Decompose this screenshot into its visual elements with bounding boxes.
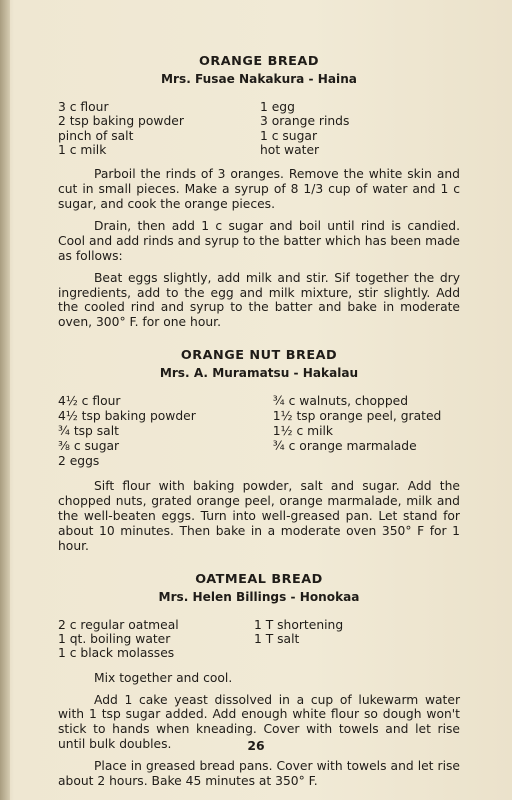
ingredient-item: ¾ c walnuts, chopped bbox=[272, 394, 408, 409]
ingredient-list bbox=[58, 618, 460, 661]
ingredient-item: ¾ tsp salt bbox=[58, 424, 119, 439]
ingredient-column-right bbox=[273, 394, 460, 469]
instruction-paragraph: Sift flour with baking powder, salt and sugar. Add the chopped nuts, grated orange peel, orange marmalade, milk and the well-beaten eggs. Turn into well-greased pan. Let stand for about 10 minutes. Then bake in a moderate oven 350° F for 1 hour. bbox=[58, 479, 460, 553]
recipe-author: Mrs. Fusae Nakakura - Haina bbox=[161, 72, 357, 86]
ingredient-item: 2 eggs bbox=[58, 454, 100, 469]
ingredient-item: 1 c milk bbox=[58, 142, 107, 157]
ingredient-item: 1½ c milk bbox=[272, 424, 334, 439]
page-number: 26 bbox=[247, 738, 265, 753]
recipe-title: ORANGE BREAD bbox=[199, 54, 319, 69]
ingredient-item: 1 T shortening bbox=[254, 617, 344, 632]
ingredient-item: 3 orange rinds bbox=[260, 114, 350, 129]
ingredient-item: 2 c regular oatmeal bbox=[58, 617, 179, 632]
recipe-title: ORANGE NUT BREAD bbox=[180, 348, 338, 364]
ingredient-item: pinch of salt bbox=[58, 128, 134, 143]
ingredient-item: 3 c flour bbox=[58, 100, 109, 114]
recipe-oatmeal-bread bbox=[58, 572, 460, 789]
ingredient-item: 1 c sugar bbox=[260, 128, 317, 143]
ingredient-item: 4½ tsp baking powder bbox=[58, 409, 196, 424]
ingredient-list bbox=[58, 100, 460, 157]
ingredient-item: 1 T salt bbox=[254, 632, 300, 647]
ingredient-column-right bbox=[260, 100, 450, 157]
recipe-author: Mrs. Helen Billings - Honokaa bbox=[158, 589, 360, 604]
recipe-author: Mrs. A. Muramatsu - Hakalau bbox=[159, 366, 359, 381]
ingredient-item: hot water bbox=[260, 142, 320, 157]
ingredient-list bbox=[58, 394, 460, 469]
recipe-content bbox=[58, 54, 460, 800]
instruction-paragraph: Add 1 cake yeast dissolved in a cup of lukewarm water with 1 tsp sugar added. Add enough white flour so dough won't stick to hands when kneading. Cover with towels and let rise until bulk doubles. bbox=[58, 692, 460, 752]
ingredient-column-left bbox=[58, 394, 273, 469]
page-binding-edge bbox=[0, 0, 10, 800]
instruction-paragraph: Mix together and cool. bbox=[94, 670, 233, 685]
ingredient-column-right bbox=[254, 618, 444, 661]
instruction-paragraph: Parboil the rinds of 3 oranges. Remove the white skin and cut in small pieces. Make a syrup of 8 1/3 cup of water and 1 c sugar, and cook the orange pieces. bbox=[58, 167, 460, 211]
ingredient-item: 1 egg bbox=[260, 100, 295, 114]
ingredient-item: 1 c black molasses bbox=[58, 646, 175, 661]
ingredient-item: 1 qt. boiling water bbox=[58, 632, 171, 647]
instruction-paragraph: Beat eggs slightly, add milk and stir. Sif together the dry ingredients, add to the egg and milk mixture, stir slightly. Add the cooled rind and syrup to the batter and bake in moderate oven, 300° F. for one hour. bbox=[58, 270, 460, 330]
ingredient-column-left bbox=[58, 100, 260, 157]
instruction-paragraph: Drain, then add 1 c sugar and boil until rind is candied. Cool and add rinds and syrup to the batter which has been made as follows: bbox=[58, 218, 460, 263]
ingredient-column-left bbox=[58, 618, 254, 661]
recipe-orange-bread bbox=[58, 54, 460, 330]
recipe-orange-nut-bread bbox=[58, 348, 460, 554]
recipe-title: OATMEAL BREAD bbox=[195, 571, 323, 587]
ingredient-item: ¾ c orange marmalade bbox=[272, 439, 417, 454]
ingredient-item: ⅜ c sugar bbox=[58, 439, 120, 454]
ingredient-item: 4½ c flour bbox=[58, 394, 121, 409]
ingredient-item: 1½ tsp orange peel, grated bbox=[272, 409, 442, 424]
instruction-paragraph: Place in greased bread pans. Cover with towels and let rise about 2 hours. Bake 45 minutes at 350° F. bbox=[58, 759, 460, 789]
ingredient-item: 2 tsp baking powder bbox=[58, 114, 184, 129]
